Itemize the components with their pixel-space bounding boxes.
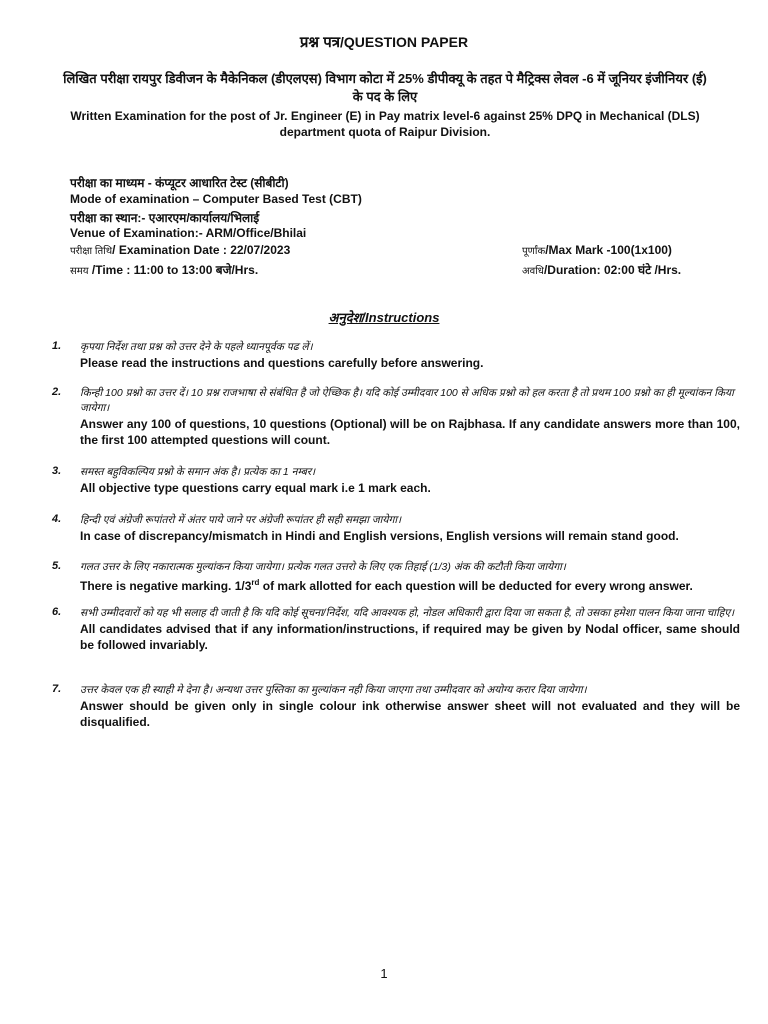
instruction-english: All objective type questions carry equal mark i.e 1 mark each. (80, 481, 431, 495)
instruction-english-text: There is negative marking. 1/3 (80, 579, 252, 593)
instruction-hindi: गलत उत्तर के लिए नकारात्मक मुल्यांकन किया जायेगा। प्रत्येक गलत उत्तरो के लिए एक तिहाई (1/3) अंक की कटौती किया जायेगा। (80, 561, 566, 573)
instruction-english: All candidates advised that if any information/instructions, if required may be given by Nodal officer, same should be followed invariably. (80, 622, 740, 652)
instruction-number: 6. (52, 606, 62, 618)
duration (522, 261, 681, 278)
instruction-item (52, 340, 740, 371)
exam-venue-english: Venue of Examination:- ARM/Office/Bhilai (70, 226, 307, 240)
max-mark-hindi: पूर्णांक (522, 246, 546, 257)
instruction-hindi: समस्त बहुविकल्पिय प्रश्नो के समान अंक है। प्रत्येक का 1 नम्बर। (80, 466, 316, 478)
instruction-number: 2. (52, 386, 62, 398)
instruction-item (52, 386, 740, 448)
instruction-number: 7. (52, 683, 62, 695)
exam-date-hindi: परीक्षा तिथि (70, 246, 113, 257)
instruction-english: Please read the instructions and questions carefully before answering. (80, 356, 484, 370)
exam-time (70, 261, 258, 278)
instruction-english: Answer should be given only in single colour ink otherwise answer sheet will not evaluated and they will be disqualified. (80, 699, 740, 729)
title-hindi: प्रश्न पत्र (299, 34, 340, 51)
instruction-hindi: कृपया निर्देश तथा प्रश्न को उत्तर देने के पहले ध्यानपूर्वक पढ लें। (80, 341, 313, 353)
page-number: 1 (380, 966, 388, 981)
instruction-english-text: of mark allotted for each question will be deducted for every wrong answer. (259, 579, 693, 593)
exam-time-english: /Time : 11:00 to 13:00 बजे/Hrs. (88, 263, 259, 277)
instruction-item (52, 606, 740, 653)
title-english: /QUESTION PAPER (340, 34, 469, 50)
instruction-item (52, 683, 740, 730)
instruction-english: Answer any 100 of questions, 10 questions (Optional) will be on Rajbhasa. If any candidate answers more than 100, the first 100 attempted questions will count. (80, 417, 740, 447)
max-mark (522, 243, 672, 257)
instruction-english (80, 575, 740, 594)
instruction-hindi: उत्तर केवल एक ही स्याही मे देना है। अन्यथा उत्तर पुस्तिका का मुल्यांकन नही किया जाएगा तथा उम्मीदवार को अयोग्य करार दिया जायेगा। (80, 684, 587, 696)
exam-heading-english: Written Examination for the post of Jr. Engineer (E) in Pay matrix level-6 against 25% DPQ in Mechanical (DLS) department quota of Raipur Division. (70, 109, 700, 139)
instruction-number: 5. (52, 560, 62, 572)
instruction-number: 1. (52, 340, 62, 352)
instructions-heading: अनुदेश/Instructions (328, 310, 440, 325)
instruction-item (52, 560, 740, 594)
exam-heading-hindi: लिखित परीक्षा रायपुर डिवीजन के मैकेनिकल (डीएलएस) विभाग कोटा में 25% डीपीक्यू के तहत पे मैट्रिक्स लेवल -6 में जूनियर इंजीनियर (ई) के पद के लिए (63, 71, 707, 104)
instruction-hindi: सभी उम्मीदवारों को यह भी सलाह दी जाती है कि यदि कोई सूचना/निर्देश, यदि आवश्यक हो, नोडल अधिकारी द्वारा दिया जा सकता है, तो उसका हमेशा पालन किया जाना चाहिए। (80, 607, 735, 619)
page-title (0, 32, 768, 52)
instruction-item (52, 513, 740, 544)
duration-hindi: अवधि (522, 266, 544, 277)
exam-venue-hindi: परीक्षा का स्थान:- एआरएम/कार्यालय/भिलाई (70, 211, 260, 225)
exam-date (70, 243, 290, 257)
instruction-hindi: हिन्दी एवं अंग्रेजी रूपांतरो में अंतर पाये जाने पर अंग्रेजी रूपांतर ही सही समझा जायेगा। (80, 514, 402, 526)
exam-mode-hindi: परीक्षा का माध्यम - कंप्यूटर आधारित टेस्ट (सीबीटी) (70, 176, 289, 190)
exam-mode-english: Mode of examination – Computer Based Test (CBT) (70, 192, 362, 206)
instruction-number: 4. (52, 513, 62, 525)
instruction-hindi: किन्ही 100 प्रश्नो का उत्तर दें। 10 प्रश्न राजभाषा से संबंधित है जो ऐच्छिक है। यदि कोई उम्मीदवार 100 से अधिक प्रश्नो को हल करता है तो प्रथम 100 प्रश्नो का ही मूल्यांकन किया जायेगा। (80, 387, 734, 414)
instruction-english: In case of discrepancy/mismatch in Hindi and English versions, English versions will remain stand good. (80, 529, 679, 543)
exam-date-english: / Examination Date : 22/07/2023 (112, 243, 291, 257)
instruction-number: 3. (52, 465, 62, 477)
duration-english: /Duration: 02:00 घंटे /Hrs. (543, 263, 682, 277)
instruction-item (52, 465, 740, 496)
superscript-ordinal: rd (251, 578, 260, 587)
max-mark-english: /Max Mark -100(1x100) (545, 243, 672, 257)
exam-time-hindi: समय (70, 266, 89, 277)
